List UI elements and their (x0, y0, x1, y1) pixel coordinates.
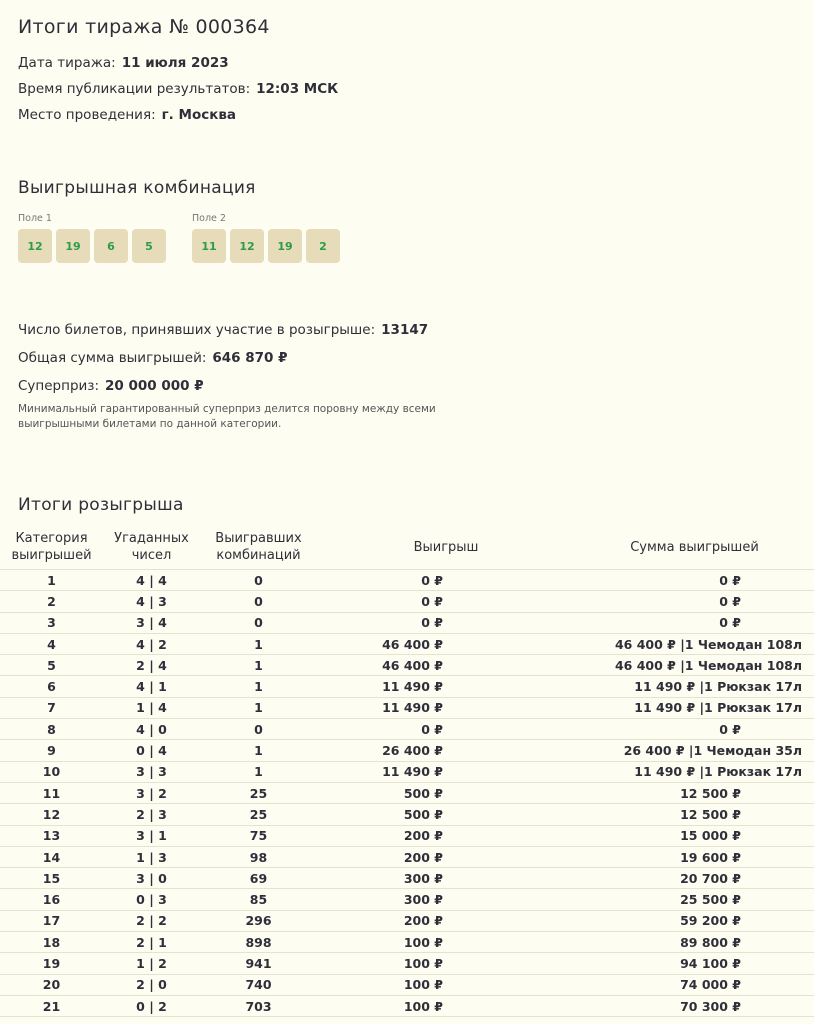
cell-guessed: 4 | 4 (103, 570, 200, 591)
cell-category: 8 (0, 719, 103, 740)
superprize (18, 378, 204, 394)
table-row (0, 719, 814, 740)
cell-combinations: 703 (200, 995, 317, 1016)
draw-location-label: Место проведения: (18, 107, 156, 123)
col-guessed: Угаданных чисел (114, 531, 189, 563)
cell-category: 15 (0, 868, 103, 889)
ball: 19 (56, 229, 90, 263)
cell-category: 12 (0, 804, 103, 825)
cell-combinations: 296 (200, 910, 317, 931)
superprize-value: 20 000 000 ₽ (105, 378, 204, 394)
field1-balls (18, 229, 166, 263)
cell-total: 11 490 ₽ |1 Рюкзак 17л (575, 697, 814, 718)
cell-prize: 100 ₽ (317, 932, 575, 953)
col-winning-combinations: Выигравших комбинаций (215, 531, 302, 563)
table-row (0, 655, 814, 676)
cell-combinations: 1 (200, 676, 317, 697)
cell-total: 0 ₽ (575, 570, 814, 591)
cell-category: 5 (0, 655, 103, 676)
table-row (0, 740, 814, 761)
table-row (0, 868, 814, 889)
cell-combinations: 1 (200, 655, 317, 676)
cell-combinations: 941 (200, 953, 317, 974)
table-row (0, 889, 814, 910)
results-header-row (0, 525, 814, 570)
cell-guessed: 0 | 2 (103, 995, 200, 1016)
total-winnings (18, 350, 288, 366)
table-row (0, 612, 814, 633)
table-row (0, 932, 814, 953)
draw-location (18, 107, 236, 123)
table-row (0, 953, 814, 974)
cell-combinations: 0 (200, 719, 317, 740)
cell-total: 11 490 ₽ |1 Рюкзак 17л (575, 676, 814, 697)
cell-combinations: 25 (200, 804, 317, 825)
cell-prize: 200 ₽ (317, 910, 575, 931)
cell-guessed: 2 | 0 (103, 974, 200, 995)
cell-guessed: 3 | 0 (103, 868, 200, 889)
table-row (0, 761, 814, 782)
cell-category: 7 (0, 697, 103, 718)
cell-category: 6 (0, 676, 103, 697)
cell-prize: 100 ₽ (317, 953, 575, 974)
cell-prize: 0 ₽ (317, 719, 575, 740)
ball: 12 (18, 229, 52, 263)
cell-guessed: 4 | 0 (103, 719, 200, 740)
cell-total: 12 500 ₽ (575, 804, 814, 825)
cell-combinations: 1 (200, 697, 317, 718)
cell-category: 4 (0, 633, 103, 654)
cell-combinations: 98 (200, 846, 317, 867)
cell-category: 19 (0, 953, 103, 974)
cell-prize: 0 ₽ (317, 612, 575, 633)
cell-combinations: 75 (200, 825, 317, 846)
cell-prize: 11 490 ₽ (317, 697, 575, 718)
cell-category: 1 (0, 570, 103, 591)
cell-category: 20 (0, 974, 103, 995)
table-row (0, 591, 814, 612)
table-row (0, 570, 814, 591)
table-row (0, 995, 814, 1016)
cell-total: 11 490 ₽ |1 Рюкзак 17л (575, 761, 814, 782)
cell-total: 0 ₽ (575, 612, 814, 633)
cell-combinations: 898 (200, 932, 317, 953)
table-row (0, 804, 814, 825)
cell-prize: 46 400 ₽ (317, 633, 575, 654)
table-row (0, 910, 814, 931)
cell-guessed: 1 | 4 (103, 697, 200, 718)
cell-category: 13 (0, 825, 103, 846)
cell-combinations: 0 (200, 591, 317, 612)
cell-guessed: 1 | 2 (103, 953, 200, 974)
ball: 5 (132, 229, 166, 263)
cell-total: 25 500 ₽ (575, 889, 814, 910)
cell-prize: 100 ₽ (317, 995, 575, 1016)
table-row (0, 697, 814, 718)
cell-combinations: 1 (200, 761, 317, 782)
cell-total: 12 500 ₽ (575, 782, 814, 803)
cell-total: 46 400 ₽ |1 Чемодан 108л (575, 633, 814, 654)
col-total: Сумма выигрышей (630, 539, 759, 555)
table-row (0, 846, 814, 867)
cell-total: 19 600 ₽ (575, 846, 814, 867)
col-category: Категория выигрышей (11, 531, 92, 563)
cell-total: 0 ₽ (575, 719, 814, 740)
cell-guessed: 3 | 1 (103, 825, 200, 846)
cell-total: 0 ₽ (575, 591, 814, 612)
cell-prize: 0 ₽ (317, 591, 575, 612)
ball: 12 (230, 229, 264, 263)
cell-prize: 26 400 ₽ (317, 740, 575, 761)
draw-location-value: г. Москва (161, 107, 237, 123)
cell-guessed: 2 | 1 (103, 932, 200, 953)
total-winnings-label: Общая сумма выигрышей: (18, 350, 207, 366)
cell-prize: 500 ₽ (317, 782, 575, 803)
cell-prize: 300 ₽ (317, 889, 575, 910)
winning-combination-heading: Выигрышная комбинация (18, 178, 256, 198)
superprize-label: Суперприз: (18, 378, 100, 394)
cell-combinations: 25 (200, 782, 317, 803)
table-row (0, 633, 814, 654)
table-row (0, 825, 814, 846)
cell-category: 2 (0, 591, 103, 612)
cell-prize: 11 490 ₽ (317, 676, 575, 697)
cell-guessed: 1 | 3 (103, 846, 200, 867)
col-prize: Выигрыш (413, 539, 479, 555)
cell-guessed: 4 | 2 (103, 633, 200, 654)
cell-prize: 200 ₽ (317, 846, 575, 867)
cell-guessed: 3 | 4 (103, 612, 200, 633)
cell-guessed: 0 | 3 (103, 889, 200, 910)
cell-prize: 500 ₽ (317, 804, 575, 825)
table-row (0, 974, 814, 995)
cell-combinations: 740 (200, 974, 317, 995)
cell-combinations: 85 (200, 889, 317, 910)
cell-category: 10 (0, 761, 103, 782)
superprize-note: Минимальный гарантированный суперприз делится поровну между всеми выигрышными билетами по данной категории. (18, 403, 436, 430)
ball: 19 (268, 229, 302, 263)
cell-category: 16 (0, 889, 103, 910)
cell-prize: 11 490 ₽ (317, 761, 575, 782)
cell-total: 89 800 ₽ (575, 932, 814, 953)
cell-total: 15 000 ₽ (575, 825, 814, 846)
field2-balls (192, 229, 340, 263)
publish-time-label: Время публикации результатов: (18, 81, 251, 97)
draw-date-value: 11 июля 2023 (121, 55, 229, 71)
cell-combinations: 69 (200, 868, 317, 889)
field1-label: Поле 1 (18, 213, 52, 224)
cell-prize: 100 ₽ (317, 974, 575, 995)
cell-total: 59 200 ₽ (575, 910, 814, 931)
page-title: Итоги тиража № 000364 (18, 16, 270, 38)
cell-total: 94 100 ₽ (575, 953, 814, 974)
cell-total: 26 400 ₽ |1 Чемодан 35л (575, 740, 814, 761)
cell-category: 18 (0, 932, 103, 953)
table-row (0, 782, 814, 803)
results-heading: Итоги розыгрыша (18, 495, 184, 515)
tickets-count-value: 13147 (381, 322, 429, 338)
total-winnings-value: 646 870 ₽ (212, 350, 288, 366)
draw-date-label: Дата тиража: (18, 55, 116, 71)
cell-guessed: 4 | 3 (103, 591, 200, 612)
cell-total: 46 400 ₽ |1 Чемодан 108л (575, 655, 814, 676)
cell-guessed: 0 | 4 (103, 740, 200, 761)
cell-guessed: 2 | 4 (103, 655, 200, 676)
cell-prize: 46 400 ₽ (317, 655, 575, 676)
cell-total: 70 300 ₽ (575, 995, 814, 1016)
cell-category: 3 (0, 612, 103, 633)
cell-prize: 300 ₽ (317, 868, 575, 889)
cell-combinations: 1 (200, 740, 317, 761)
ball: 2 (306, 229, 340, 263)
cell-guessed: 3 | 2 (103, 782, 200, 803)
draw-date (18, 55, 229, 71)
cell-category: 9 (0, 740, 103, 761)
cell-category: 14 (0, 846, 103, 867)
tickets-count (18, 322, 428, 338)
table-row (0, 676, 814, 697)
cell-prize: 200 ₽ (317, 825, 575, 846)
cell-guessed: 4 | 1 (103, 676, 200, 697)
cell-category: 21 (0, 995, 103, 1016)
cell-guessed: 2 | 2 (103, 910, 200, 931)
cell-combinations: 0 (200, 612, 317, 633)
cell-guessed: 3 | 3 (103, 761, 200, 782)
results-body (0, 570, 814, 1017)
cell-category: 17 (0, 910, 103, 931)
field2-label: Поле 2 (192, 213, 226, 224)
cell-prize: 0 ₽ (317, 570, 575, 591)
cell-combinations: 1 (200, 633, 317, 654)
results-table (0, 525, 814, 1017)
cell-guessed: 2 | 3 (103, 804, 200, 825)
cell-total: 74 000 ₽ (575, 974, 814, 995)
ball: 11 (192, 229, 226, 263)
cell-total: 20 700 ₽ (575, 868, 814, 889)
cell-category: 11 (0, 782, 103, 803)
publish-time (18, 81, 338, 97)
cell-combinations: 0 (200, 570, 317, 591)
ball: 6 (94, 229, 128, 263)
tickets-count-label: Число билетов, принявших участие в розыгрыше: (18, 322, 376, 338)
publish-time-value: 12:03 МСК (256, 81, 339, 97)
